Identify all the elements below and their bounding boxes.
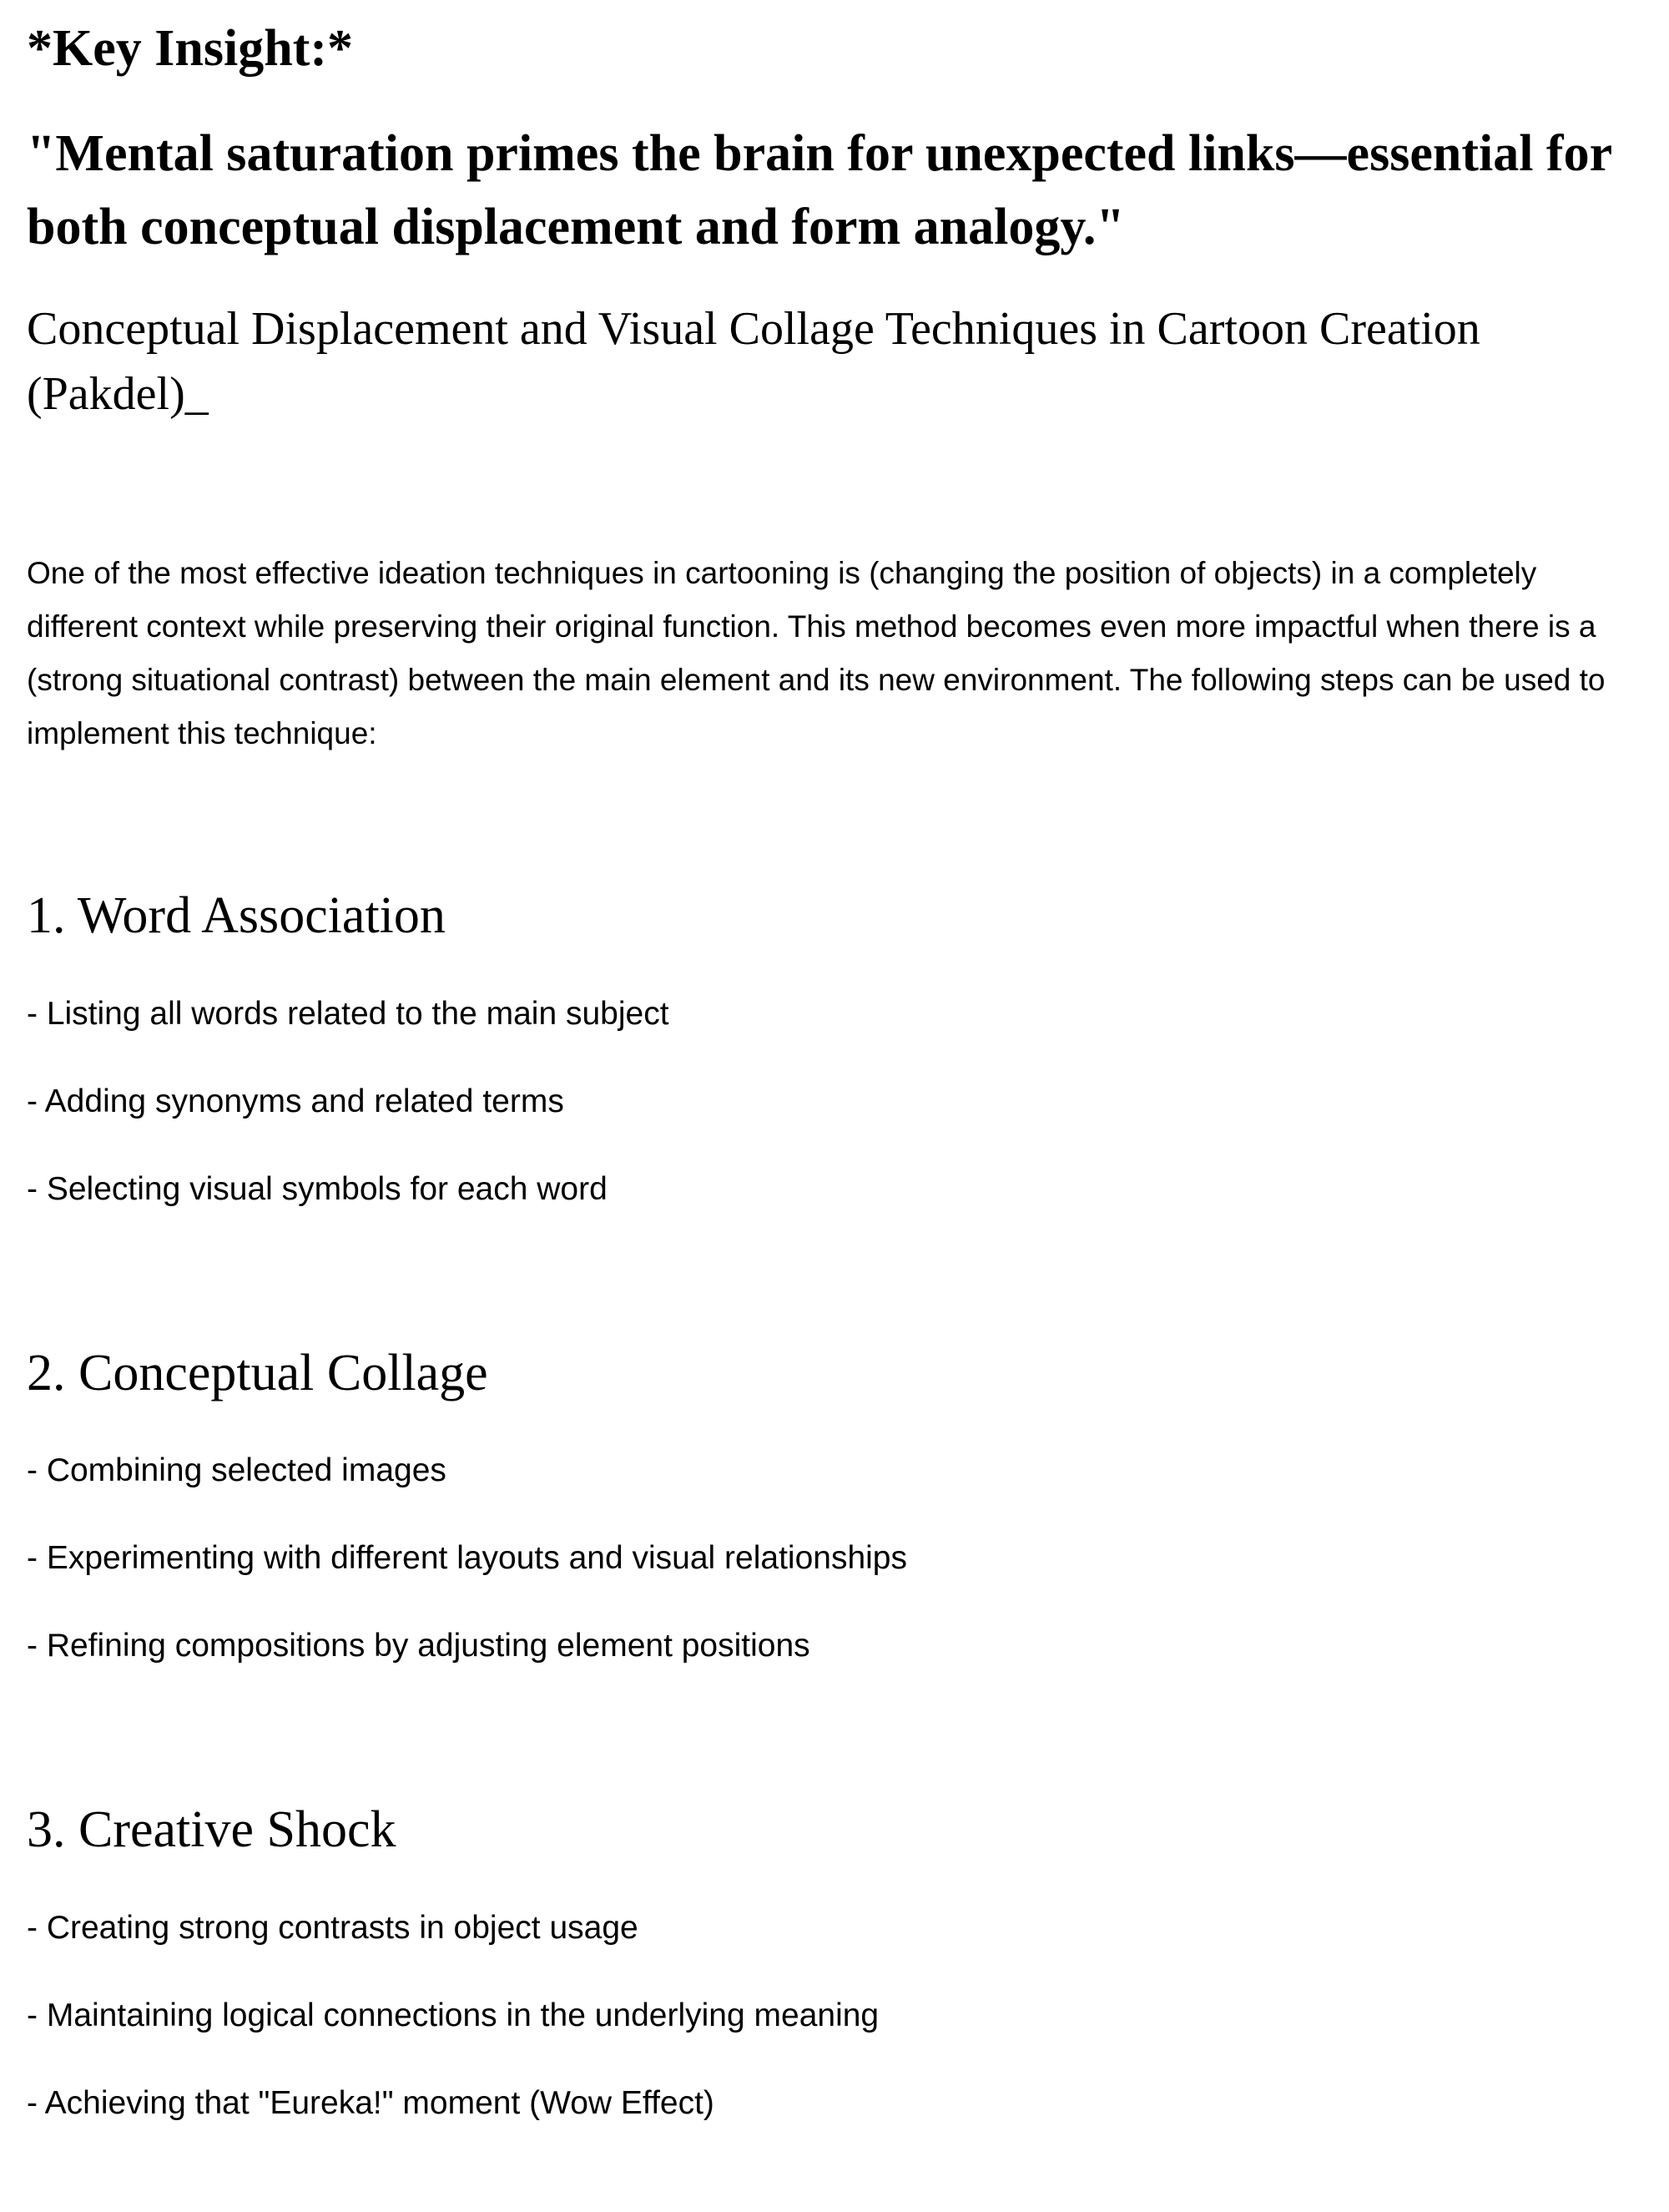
list-item: - Achieving that "Eureka!" moment (Wow Effect) (27, 2085, 714, 2121)
list-item: - Combining selected images (27, 1452, 446, 1488)
list-item: - Refining compositions by adjusting element positions (27, 1628, 810, 1664)
section-heading-creative-shock: 3. Creative Shock (27, 1801, 396, 1858)
key-insight-label: *Key Insight:* (27, 20, 353, 77)
list-item: - Maintaining logical connections in the underlying meaning (27, 1997, 880, 2033)
document-title: Conceptual Displacement and Visual Collage Techniques in Cartoon Creation (Pakdel)_ (27, 303, 1480, 420)
intro-paragraph: One of the most effective ideation techniques in cartooning is (changing the position of objects) in a completely different context while preserving their original function. This method becomes even more impactful when there is a (strong situational contrast) between the main element and its new environment. The following steps can be used to implement this technique: (27, 556, 1606, 750)
list-item: - Listing all words related to the main subject (27, 996, 669, 1032)
list-item: - Selecting visual symbols for each word (27, 1171, 608, 1207)
list-item: - Creating strong contrasts in object usage (27, 1910, 638, 1946)
key-insight-quote: "Mental saturation primes the brain for unexpected links—essential for both conceptual displacement and form analogy." (27, 125, 1611, 255)
section-heading-word-association: 1. Word Association (27, 887, 446, 944)
section-heading-conceptual-collage: 2. Conceptual Collage (27, 1345, 488, 1401)
list-item: - Experimenting with different layouts and visual relationships (27, 1540, 907, 1576)
list-item: - Adding synonyms and related terms (27, 1083, 564, 1119)
